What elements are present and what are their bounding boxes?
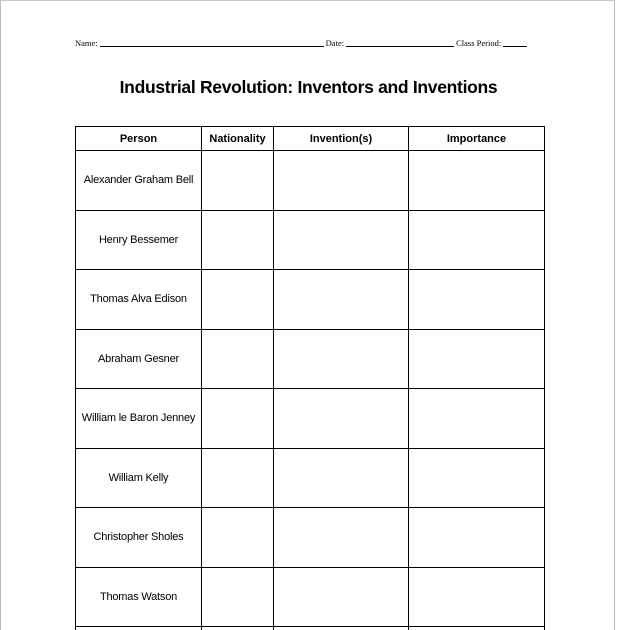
table-row [76,210,545,270]
nationality-cell [202,508,274,568]
date-blank [346,39,454,47]
nationality-cell [202,389,274,449]
table-header-row [76,127,545,151]
inventions-cell [274,270,409,330]
importance-cell [409,448,545,508]
nationality-cell [202,329,274,389]
person-cell: Alexander Graham Bell [76,151,202,211]
student-info-line [75,38,545,48]
nationality-cell [202,567,274,627]
table-row [76,567,545,627]
nationality-cell [202,270,274,330]
name-blank [100,39,324,47]
nationality-cell [202,448,274,508]
nationality-cell [202,151,274,211]
table-row [76,151,545,211]
inventions-cell [274,448,409,508]
column-header-inventions: Invention(s) [274,127,409,151]
importance-cell [409,389,545,449]
inventions-cell [274,389,409,449]
importance-cell [409,508,545,568]
inventions-cell [274,508,409,568]
class-period-blank [503,39,527,47]
inventions-cell [274,151,409,211]
page-title: Industrial Revolution: Inventors and Inventions [119,77,498,97]
person-cell: Henry Bessemer [76,210,202,270]
nationality-cell [202,210,274,270]
table-row [76,389,545,449]
inventions-cell [274,627,409,630]
importance-cell [409,270,545,330]
date-label: Date: [325,38,345,48]
nationality-cell [202,627,274,630]
name-label: Name: [75,38,98,48]
importance-cell [409,210,545,270]
person-cell: Thomas Watson [76,567,202,627]
column-header-importance: Importance [409,127,545,151]
class-period-label: Class Period: [456,38,502,48]
person-cell: Abraham Gesner [76,329,202,389]
inventions-cell [274,210,409,270]
inventions-cell [274,329,409,389]
importance-cell [409,329,545,389]
inventors-table [75,126,545,630]
importance-cell [409,151,545,211]
importance-cell [409,627,545,630]
table-row [76,329,545,389]
table-row [76,508,545,568]
person-cell: William le Baron Jenney [76,389,202,449]
person-cell: William Kelly [76,448,202,508]
column-header-person: Person [76,127,202,151]
person-cell: Thomas Alva Edison [76,270,202,330]
column-header-nationality: Nationality [202,127,274,151]
importance-cell [409,567,545,627]
person-cell [76,627,202,630]
table-row [76,627,545,630]
person-cell: Christopher Sholes [76,508,202,568]
table-row [76,270,545,330]
table-row [76,448,545,508]
inventions-cell [274,567,409,627]
